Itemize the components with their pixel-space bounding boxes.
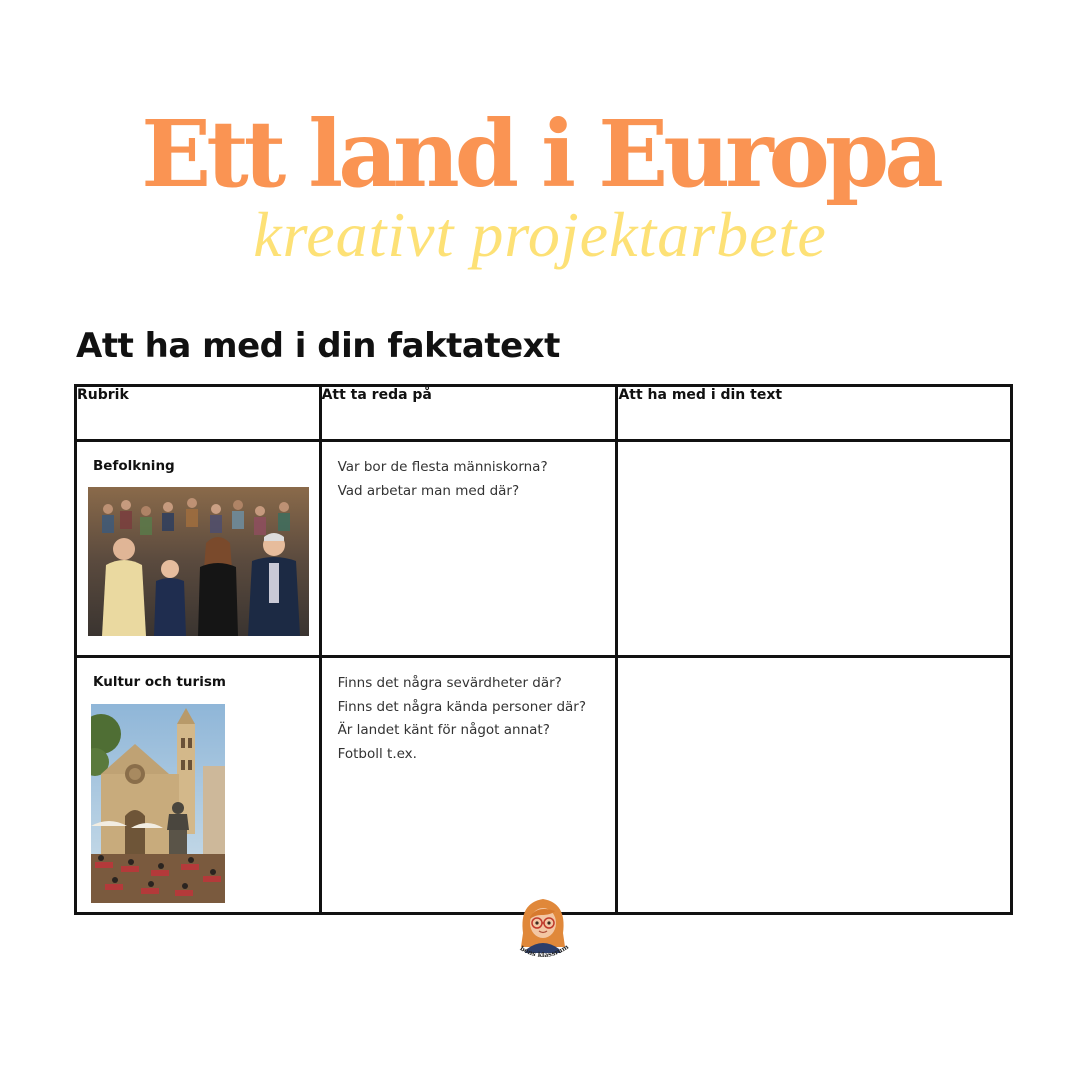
rubrik-label: Kultur och turism	[93, 674, 226, 690]
questions-cell	[320, 441, 617, 657]
column-header-rubrik: Rubrik	[76, 386, 321, 441]
question-list	[338, 672, 616, 766]
question-item: Finns det några sevärdheter där?	[337, 675, 562, 691]
answer-cell[interactable]	[617, 657, 1012, 914]
rubrik-label: Befolkning	[93, 458, 175, 474]
logo-text: bens klassrum	[518, 942, 571, 960]
page-title: Ett land i Europa	[141, 100, 939, 208]
crowd-photo	[88, 487, 309, 636]
table-row	[76, 657, 1012, 914]
question-item: Finns det några kända personer där?	[337, 698, 587, 715]
table-row	[76, 441, 1012, 657]
question-item: Vad arbetar man med där?	[337, 482, 520, 499]
table-header-row	[76, 386, 1012, 441]
column-header-att-ta-reda-pa: Att ta reda på	[320, 386, 617, 441]
teacher-avatar-logo	[511, 893, 575, 963]
question-list	[338, 456, 616, 503]
old-town-cathedral-photo	[91, 704, 225, 903]
question-item: Var bor de flesta människorna?	[337, 459, 548, 475]
rubrik-cell	[76, 657, 321, 914]
rubrik-cell	[76, 441, 321, 657]
column-header-att-ha-med: Att ha med i din text	[617, 386, 1012, 441]
section-heading: Att ha med i din faktatext	[76, 326, 560, 366]
facts-table	[74, 384, 1013, 915]
questions-cell	[320, 657, 617, 914]
answer-cell[interactable]	[617, 441, 1012, 657]
page-subtitle: kreativt projektarbete	[253, 199, 827, 270]
question-item: Är landet känt för något annat? Fotboll t.ex.	[337, 722, 550, 762]
